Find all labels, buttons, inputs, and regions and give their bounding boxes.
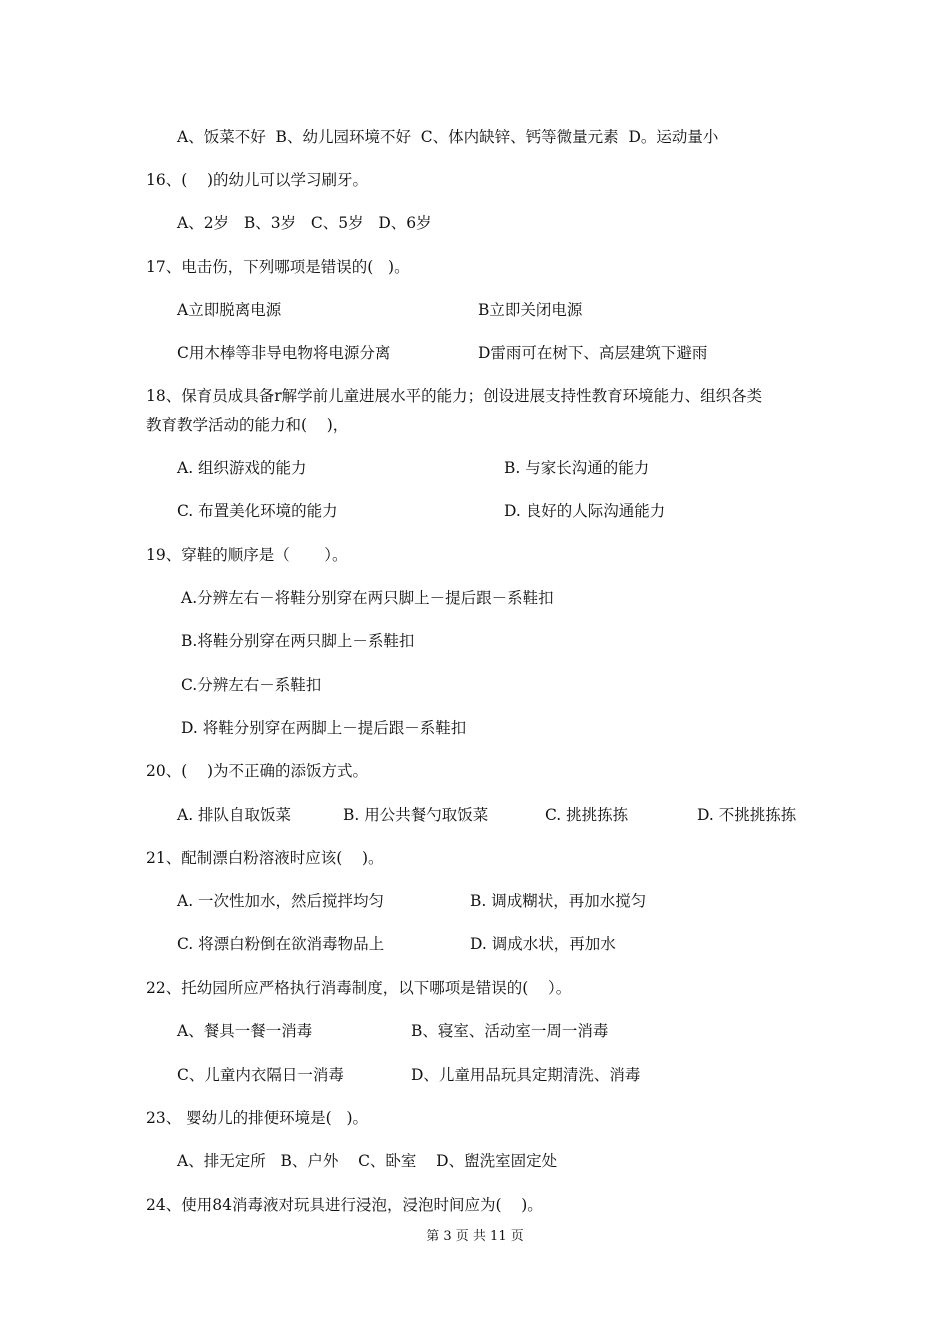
q23-options: A、排无定所 B、户外 C、卧室 D、盥洗室固定处 (177, 1152, 558, 1170)
q22-option-a: A、餐具一餐一消毒 (177, 1022, 313, 1040)
q16-options: A、2岁 B、3岁 C、5岁 D、6岁 (177, 214, 432, 232)
q20-option-d: D. 不挑挑拣拣 (697, 806, 797, 824)
q22-question: 22、托幼园所应严格执行消毒制度，以下哪项是错误的( ）。 (146, 979, 572, 997)
q24-question: 24、使用84消毒液对玩具进行浸泡，浸泡时间应为( )。 (146, 1196, 543, 1214)
q18-option-a: A. 组织游戏的能力 (177, 459, 307, 477)
q21-option-d: D. 调成水状，再加水 (470, 935, 616, 953)
q21-option-a: A. 一次性加水，然后搅拌均匀 (177, 892, 385, 910)
q19-option-c: C.分辨左右－系鞋扣 (181, 676, 322, 694)
q18-question-line1: 18、保育员成具备r解学前儿童进展水平的能力；创设进展支持性教育环境能力、组织各类 (146, 387, 763, 405)
q18-option-d: D. 良好的人际沟通能力 (504, 502, 666, 520)
q22-option-b: B、寝室、活动室一周一消毒 (411, 1022, 609, 1040)
q21-option-b: B. 调成糊状，再加水搅匀 (470, 892, 647, 910)
q20-question: 20、( )为不正确的添饭方式。 (146, 762, 369, 780)
q19-question: 19、穿鞋的顺序是（ ）。 (146, 546, 348, 564)
q22-option-d: D、儿童用品玩具定期清洗、消毒 (411, 1066, 641, 1084)
q18-option-c: C. 布置美化环境的能力 (177, 502, 338, 520)
q19-option-d: D. 将鞋分别穿在两脚上－提后跟－系鞋扣 (181, 719, 467, 737)
q22-option-c: C、儿童内衣隔日一消毒 (177, 1066, 344, 1084)
q20-option-c: C. 挑挑拣拣 (545, 806, 629, 824)
q17-option-c: C用木棒等非导电物将电源分离 (177, 344, 391, 362)
page-footer: 第 3 页 共 11 页 (426, 1229, 524, 1244)
q18-question-line2: 教育教学活动的能力和( )， (146, 416, 349, 434)
q17-option-d: D雷雨可在树下、高层建筑下避雨 (478, 344, 708, 362)
q15-options: A、饭菜不好 B、幼儿园环境不好 C、体内缺锌、钙等微量元素 D。运动量小 (177, 128, 719, 146)
q20-option-b: B. 用公共餐勺取饭菜 (343, 806, 489, 824)
q17-option-a: A立即脱离电源 (177, 301, 282, 319)
q16-question: 16、( )的幼儿可以学习刷牙。 (146, 171, 369, 189)
q19-option-a: A.分辨左右－将鞋分别穿在两只脚上－提后跟－系鞋扣 (181, 589, 554, 607)
q23-question: 23、 婴幼儿的排便环境是( )。 (146, 1109, 369, 1127)
q21-option-c: C. 将漂白粉倒在欲消毒物品上 (177, 935, 385, 953)
q21-question: 21、配制漂白粉溶液时应该( )。 (146, 849, 384, 867)
q18-option-b: B. 与家长沟通的能力 (504, 459, 650, 477)
q19-option-b: B.将鞋分别穿在两只脚上－系鞋扣 (181, 632, 415, 650)
q17-option-b: B立即关闭电源 (478, 301, 583, 319)
q20-option-a: A. 排队自取饭菜 (177, 806, 292, 824)
q17-question: 17、电击伤，下列哪项是错误的( )。 (146, 258, 410, 276)
